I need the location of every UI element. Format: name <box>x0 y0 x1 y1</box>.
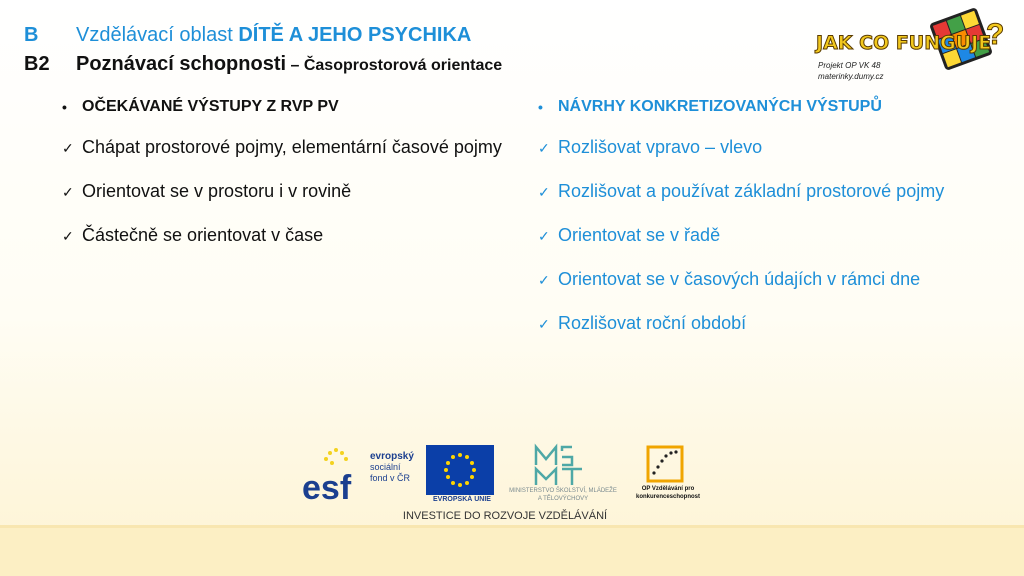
eu-stars-icon <box>426 445 494 495</box>
expected-outcomes-column <box>62 97 502 267</box>
subsection-topic: – Časoprostorová orientace <box>286 57 503 74</box>
eu-flag <box>426 445 494 495</box>
op-logo-icon <box>640 443 690 487</box>
section-label: Vzdělávací oblast <box>76 24 239 46</box>
esf-line2: sociální <box>370 462 401 472</box>
checkmark-icon: ✓ <box>538 184 550 200</box>
list-item-text: Orientovat se v prostoru i v rovině <box>82 181 352 201</box>
list-item <box>538 311 978 335</box>
partner-logos <box>290 437 720 527</box>
esf-line3: fond v ČR <box>370 473 411 483</box>
list-item <box>538 223 978 247</box>
list-item-text: Rozlišovat vpravo – vlevo <box>558 137 763 157</box>
logo-subtitle <box>818 60 884 82</box>
project-logo <box>812 8 1012 88</box>
list-item-text: Chápat prostorové pojmy, elementární časové pojmy <box>82 137 502 157</box>
msmt-label: MINISTERSTVO ŠKOLSTVÍ, MLÁDEŽE A TĚLOVÝCHOVY <box>509 488 617 502</box>
section-name: DÍTĚ A JEHO PSYCHIKA <box>238 24 472 46</box>
footer-band <box>0 528 1024 576</box>
heading-text: NÁVRHY KONKRETIZOVANÝCH VÝSTUPŮ <box>558 98 882 115</box>
op-label: OP Vzdělávání pro konkurenceschopnost <box>635 486 700 500</box>
logo-question-mark: ? <box>986 18 1005 51</box>
msmt-logo-icon <box>532 443 588 489</box>
subsection-name: Poznávací schopnosti <box>76 53 287 75</box>
checkmark-icon: ✓ <box>62 140 74 156</box>
logo-project: Projekt OP VK 48 <box>818 61 881 70</box>
proposed-outcomes-list <box>538 135 978 335</box>
list-item <box>62 223 502 247</box>
logo-title: JAK CO FUNGUJE <box>816 32 992 54</box>
svg-text:esf: esf <box>302 469 352 503</box>
checkmark-icon: ✓ <box>538 140 550 156</box>
checkmark-icon: ✓ <box>62 184 74 200</box>
checkmark-icon: ✓ <box>538 228 550 244</box>
expected-outcomes-list <box>62 135 502 247</box>
list-item <box>538 179 978 203</box>
investment-tagline: INVESTICE DO ROZVOJE VZDĚLÁVÁNÍ <box>402 510 608 522</box>
eu-label: EVROPSKÁ UNIE <box>433 496 491 503</box>
expected-outcomes-heading <box>62 97 502 117</box>
list-item <box>538 267 978 291</box>
subsection-title <box>24 53 502 76</box>
list-item-text: Orientovat se v časových údajích v rámci dne <box>558 269 921 289</box>
checkmark-icon: ✓ <box>62 228 74 244</box>
esf-logo-icon <box>302 445 357 503</box>
subsection-code: B2 <box>24 53 50 75</box>
section-code: B <box>24 24 39 46</box>
list-item-text: Rozlišovat roční období <box>558 313 747 333</box>
list-item-text: Orientovat se v řadě <box>558 225 721 245</box>
logo-website: materinky.dumy.cz <box>818 72 884 81</box>
list-item-text: Rozlišovat a používat základní prostorové pojmy <box>558 181 945 201</box>
bullet-icon: • <box>538 99 543 115</box>
esf-label <box>370 451 414 484</box>
section-title <box>24 24 471 47</box>
proposed-outcomes-column <box>538 97 978 355</box>
list-item <box>538 135 978 159</box>
list-item <box>62 135 502 159</box>
heading-text: OČEKÁVANÉ VÝSTUPY Z RVP PV <box>82 98 339 115</box>
checkmark-icon: ✓ <box>538 272 550 288</box>
checkmark-icon: ✓ <box>538 316 550 332</box>
proposed-outcomes-heading <box>538 97 978 117</box>
list-item-text: Částečně se orientovat v čase <box>82 225 324 245</box>
list-item <box>62 179 502 203</box>
esf-line1: evropský <box>370 451 414 462</box>
bullet-icon: • <box>62 99 67 115</box>
